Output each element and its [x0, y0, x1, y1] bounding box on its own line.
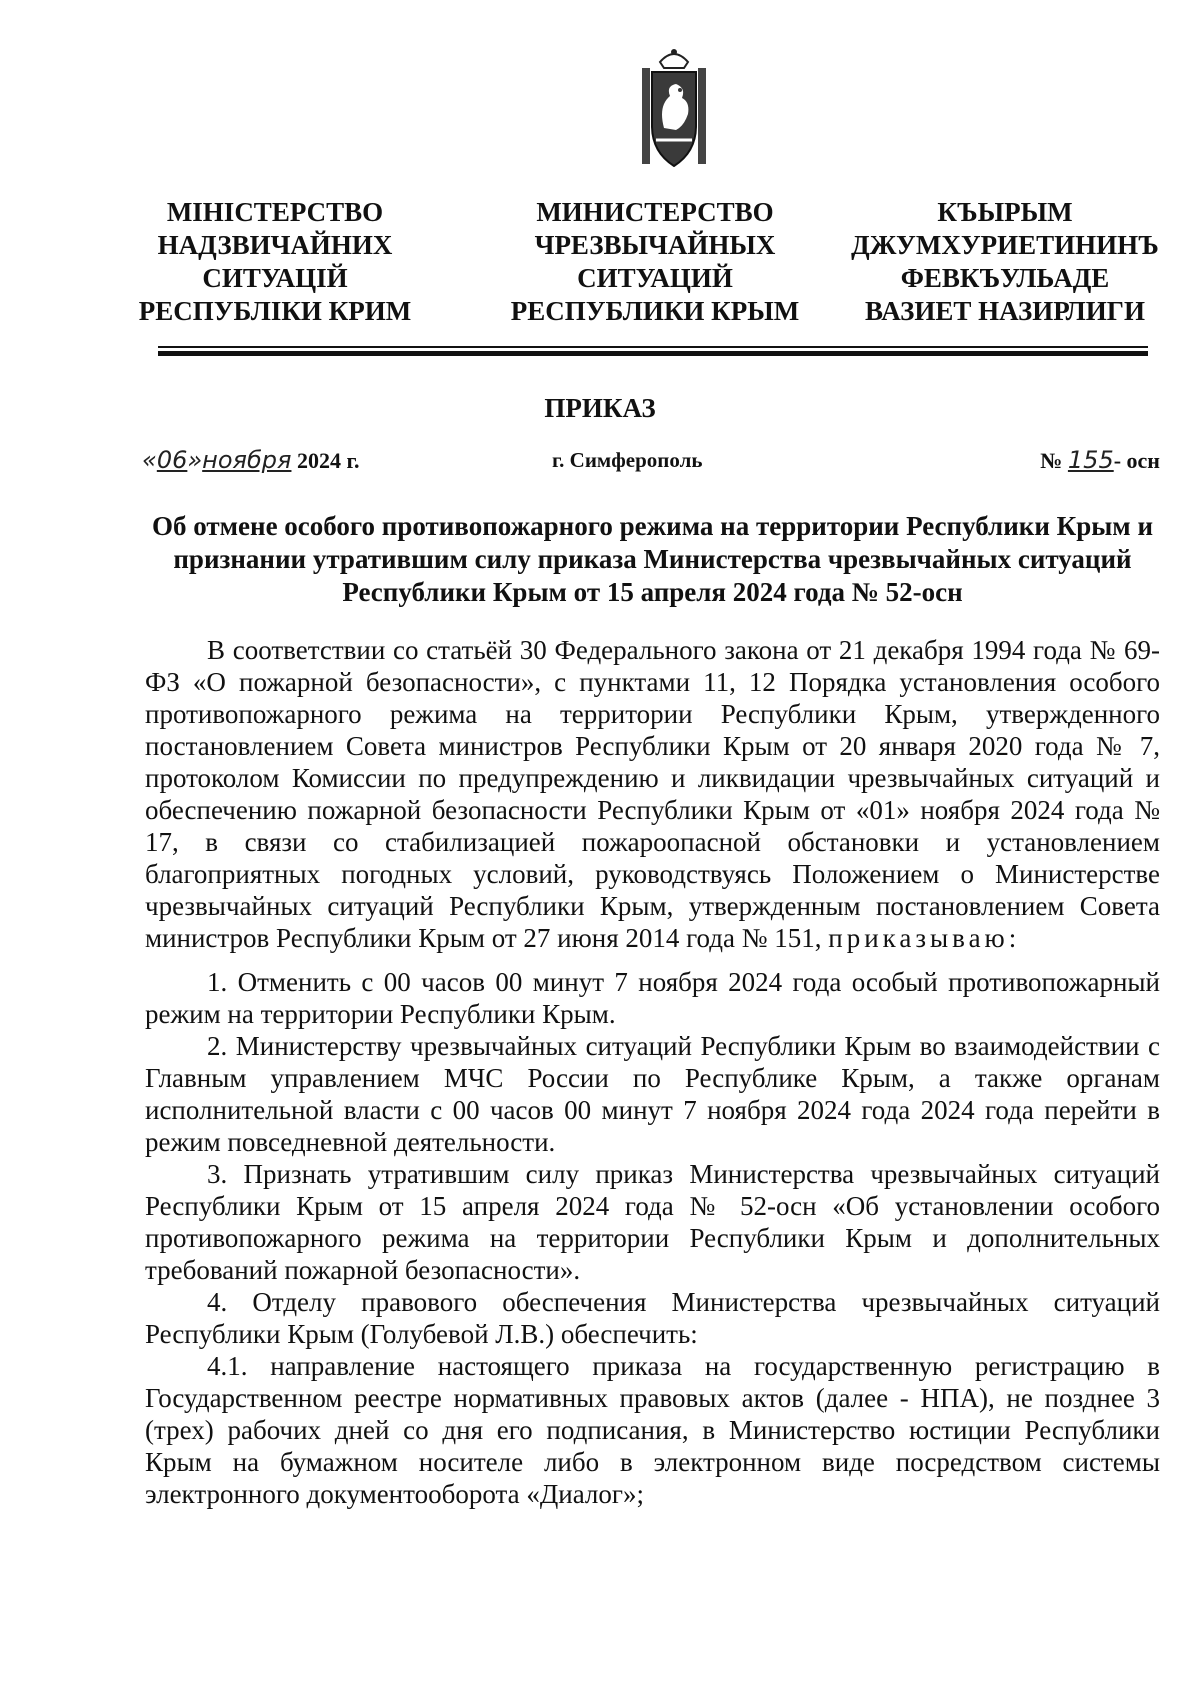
- paragraph-4: 4. Отделу правового обеспечения Министерства чрезвычайных ситуаций Республики Крым (Голубевой Л.В.) обеспечить:: [145, 1287, 1160, 1349]
- order-title: Об отмене особого противопожарного режима на территории Республики Крым и признании утратившим силу приказа Министерства чрезвычайных ситуаций Республики Крым от 15 апреля 2024 года № 52-осн: [151, 511, 1154, 607]
- order-body: [145, 634, 1160, 1510]
- document-type: ПРИКАЗ: [544, 393, 656, 423]
- paragraph-2: 2. Министерству чрезвычайных ситуаций Республики Крым во взаимодействии с Главным управлением МЧС России по Республике Крым, а также органам исполнительной власти с 00 часов 00 минут 7 ноября 2024 года 2024 года перейти в режим повседневной деятельности.: [145, 1031, 1160, 1157]
- header-divider-thick: [158, 351, 1148, 356]
- paragraph-3: 3. Признать утратившим силу приказ Министерства чрезвычайных ситуаций Республики Крым от 15 апреля 2024 года № 52-осн «Об установлении особого противопожарного режима на территории Республики Крым и дополнительных требований пожарной безопасности».: [145, 1159, 1160, 1285]
- date-number-line: [142, 446, 1160, 480]
- number-suffix: - осн: [1113, 448, 1160, 473]
- header-divider-thin: [158, 346, 1148, 348]
- date-open-quote: «: [142, 446, 157, 474]
- ministry-name-russian: МИНИСТЕРСТВО ЧРЕЗВЫЧАЙНЫХ СИТУАЦИЙ РЕСПУБЛИКИ КРЫМ: [510, 197, 800, 326]
- date-close-quote: »: [187, 446, 203, 474]
- preamble-order-word: приказываю:: [828, 923, 1021, 953]
- order-number: [1040, 446, 1160, 474]
- order-date: [142, 446, 359, 474]
- date-month-handwritten: ноября: [202, 446, 292, 474]
- ministry-header: [130, 196, 1160, 336]
- preamble-text: В соответствии со статьёй 30 Федерального закона от 21 декабря 1994 года № 69-ФЗ «О пожарной безопасности», с пунктами 11, 12 Порядка установления особого противопожарного режима на территории Республики Крым, утвержденного постановлением Совета министров Республики Крым от 20 января 2020 года № 7, протоколом Комиссии по предупреждению и ликвидации чрезвычайных ситуаций и обеспечению пожарной безопасности Республики Крым от «01» ноября 2024 года № 17, в связи со стабилизацией пожароопасной обстановки и установлением благоприятных погодных условий, руководствуясь Положением о Министерстве чрезвычайных ситуаций Республики Крым, утвержденным постановлением Совета министров Республики Крым от 27 июня 2014 года № 151,: [145, 635, 1160, 953]
- ministry-name-crimean-tatar: КЪЫРЫМ ДЖУМХУРИЕТИНИНЪ ФЕВКЪУЛЬАДЕ ВАЗИЕТ НАЗИРЛИГИ: [851, 197, 1159, 326]
- order-city: г. Симферополь: [552, 448, 703, 472]
- ministry-name-ukrainian: МІНІСТЕРСТВО НАДЗВИЧАЙНИХ СИТУАЦІЙ РЕСПУБЛІКИ КРИМ: [138, 197, 412, 326]
- date-day-handwritten: 06: [156, 446, 188, 474]
- number-prefix: №: [1040, 448, 1068, 473]
- preamble-paragraph: [145, 634, 1160, 954]
- number-handwritten: 155: [1067, 446, 1114, 474]
- paragraph-4-1: 4.1. направление настоящего приказа на государственную регистрацию в Государственном реестре нормативных правовых актов (далее - НПА), не позднее 3 (трех) рабочих дней со дня его подписания, в Министерство юстиции Республики Крым на бумажном носителе либо в электронном виде посредством системы электронного документооборота «Диалог»;: [145, 1351, 1160, 1509]
- crimea-coat-of-arms-icon: [626, 40, 722, 176]
- paragraph-1: 1. Отменить с 00 часов 00 минут 7 ноября 2024 года особый противопожарный режим на территории Республики Крым.: [145, 967, 1160, 1029]
- date-year: 2024 г.: [291, 448, 360, 473]
